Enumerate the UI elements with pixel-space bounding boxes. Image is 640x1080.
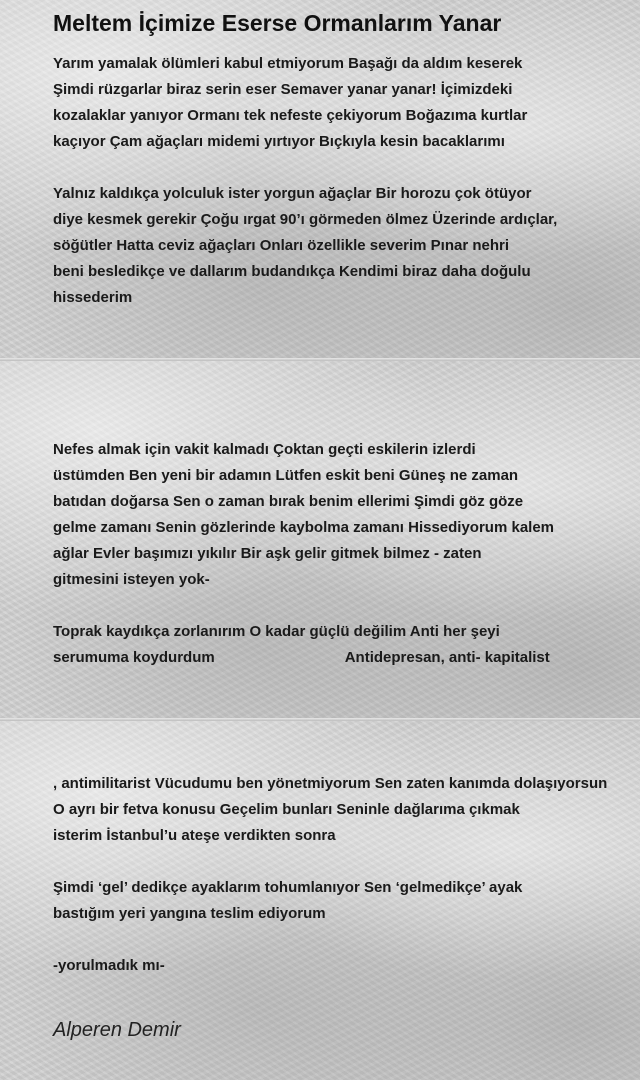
- poem-line: Yalnız kaldıkça yolculuk ister yorgun ağaçlar Bir horozu çok ötüyor: [53, 185, 532, 202]
- poem-line: hissederim: [53, 289, 133, 306]
- poem-line: kozalaklar yanıyor Ormanı tek nefeste çekiyorum Boğazıma kurtlar: [53, 107, 528, 124]
- poem-line: gelme zamanı Senin gözlerinde kaybolma zamanı Hissediyorum kalem: [53, 519, 555, 536]
- poem-line: isterim İstanbul’u ateşe verdikten sonra: [53, 827, 336, 844]
- poem-line: batıdan doğarsa Sen o zaman bırak benim ellerimi Şimdi göz göze: [53, 493, 524, 510]
- stanza-6: [53, 875, 522, 927]
- poem-line: -yorulmadık mı-: [53, 957, 165, 974]
- stanza-1: [53, 51, 527, 155]
- poem-line: gitmesini isteyen yok-: [53, 571, 210, 588]
- poem-line: bastığım yeri yangına teslim ediyorum: [53, 905, 326, 922]
- poem-line: Toprak kaydıkça zorlanırım O kadar güçlü değilim Anti her şeyi: [53, 623, 500, 640]
- poem-line: Yarım yamalak ölümleri kabul etmiyorum Başağı da aldım keserek: [53, 55, 523, 72]
- poem-line: üstümden Ben yeni bir adamın Lütfen eskit beni Güneş ne zaman: [53, 467, 519, 484]
- poem-line: O ayrı bir fetva konusu Geçelim bunları Seninle dağlarıma çıkmak: [53, 801, 520, 818]
- poem-line: Nefes almak için vakit kalmadı Çoktan geçti eskilerin izlerdi: [53, 441, 476, 458]
- poem-line: beni besledikçe ve dallarım budandıkça Kendimi biraz daha doğulu: [53, 263, 531, 280]
- stanza-3: [53, 437, 554, 593]
- author-name: Alperen Demir: [53, 1019, 181, 1041]
- stanza-7: [53, 953, 165, 979]
- stanza-4: [53, 619, 550, 671]
- stanza-5: [53, 771, 607, 849]
- poem-line: Şimdi ‘gel’ dedikçe ayaklarım tohumlanıyor Sen ‘gelmedikçe’ ayak: [53, 879, 523, 896]
- stanza-2: [53, 181, 557, 311]
- poem-line: Şimdi rüzgarlar biraz serin eser Semaver yanar yanar! İçimizdeki: [53, 81, 513, 98]
- poem-line: diye kesmek gerekir Çoğu ırgat 90’ı görmeden ölmez Üzerinde ardıçlar,: [53, 211, 558, 228]
- poem-line-part: Antidepresan, anti- kapitalist: [344, 649, 550, 666]
- poem-line: , antimilitarist Vücudumu ben yönetmiyorum Sen zaten kanımda dolaşıyorsun: [53, 775, 608, 792]
- poem-line: kaçıyor Çam ağaçları midemi yırtıyor Bıçkıyla kesin bacaklarımı: [53, 133, 505, 150]
- panel-divider: [0, 358, 640, 361]
- poem-line: ağlar Evler başımızı yıkılır Bir aşk gelir gitmek bilmez - zaten: [53, 545, 482, 562]
- poem-line-split: [53, 645, 550, 671]
- poem-line: söğütler Hatta ceviz ağaçları Onları özellikle severim Pınar nehri: [53, 237, 510, 254]
- panel-divider: [0, 718, 640, 721]
- poem-line-part: serumuma koydurdum: [53, 649, 215, 666]
- poem-title: Meltem İçimize Eserse Ormanlarım Yanar: [53, 10, 502, 36]
